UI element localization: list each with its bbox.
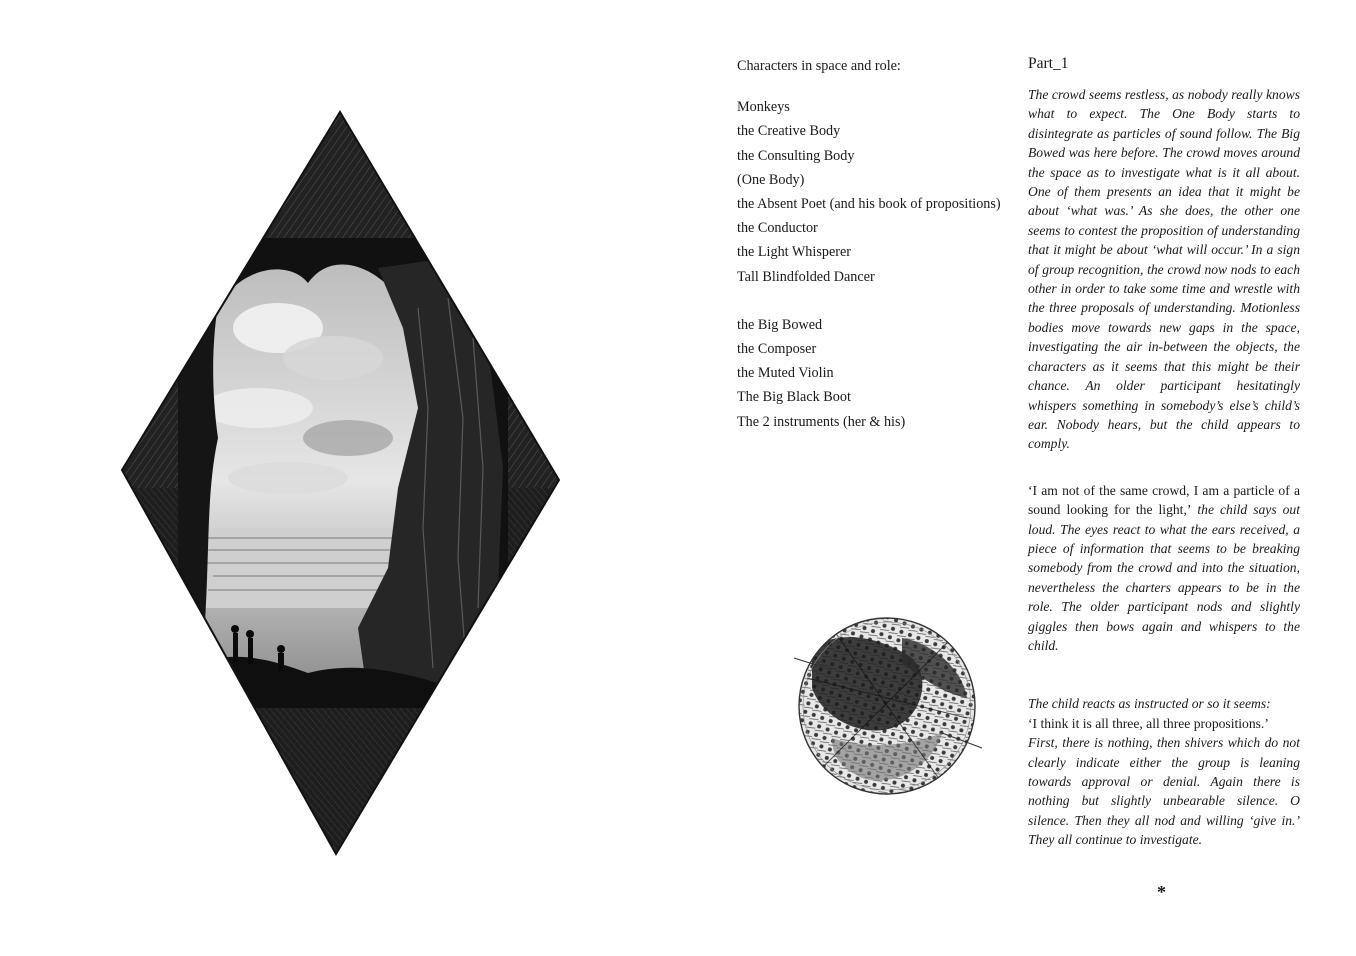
character-item: Monkeys [737,99,790,116]
character-item: the Muted Violin [737,365,834,382]
paragraph-three-intro: The child reacts as instructed or so it seems: [1028,696,1271,712]
character-item: the Conductor [737,220,818,237]
section-end-mark: * [1157,882,1166,902]
characters-group-one [737,95,1017,289]
character-item: the Light Whisperer [737,244,851,261]
character-item: The Big Black Boot [737,389,851,406]
diamond-cave-engraving-icon [118,108,563,858]
paragraph-two-quote: ‘I am not of the same crowd, I am a particle of a sound looking for the light,’ [1028,482,1300,518]
moon-map-engraving-icon [792,608,984,804]
character-item: (One Body) [737,171,805,188]
character-item: The 2 instruments (her & his) [737,413,906,430]
character-item: the Absent Poet (and his book of propositions) [737,196,1001,213]
paragraph-one: The crowd seems restless, as nobody really knows what to expect. The One Body starts to disintegrate as particles of sound follow. The Big Bowed was here before. The crowd moves around the space as to investigate what is it all about. One of them presents an idea that it might be about ‘what was.’ As she does, the other one seems to contest the proposition of understanding that it might be about ‘what will occur.’ In a sign of group recognition, the crowd now nods to each other in order to take some time and wrestle with the three proposals of understanding. Motionless bodies move towards new gaps in the space, investigating the air in-between the objects, the characters as it seems that this might be their chance. An older participant hesitatingly whispers something in somebody’s else’s child’s ear. Nobody hears, but the child appears to comply. [1028,87,1300,452]
characters-group-two [737,313,1017,434]
character-item: the Composer [737,341,817,358]
characters-list [737,54,1017,434]
part-text-column [1028,54,1300,850]
character-item: the Consulting Body [737,147,855,164]
paragraph-three-rest: First, there is nothing, then shivers which do not clearly indicate either the group is leaning towards approval or denial. Again there is nothing but slightly unbearable silence. O silence. Then they all nod and willing ‘give in.’ They all continue to investigate. [1028,735,1300,848]
paragraph-three [1028,694,1300,849]
character-item: the Big Bowed [737,316,823,333]
paragraph-three-quote: ‘I think it is all three, all three propositions.’ [1028,715,1269,731]
character-item: the Creative Body [737,123,841,140]
part-title: Part_1 [1028,55,1069,72]
paragraph-two-rest: the child says out loud. The eyes react to what the ears received, a piece of information that seems to be breaking somebody from the crowd and into the situation, nevertheless the charters appears to be in the role. The older participant nods and slightly giggles then bows again and whispers to the child. [1028,502,1300,653]
character-item: Tall Blindfolded Dancer [737,268,875,285]
paragraph-two [1028,481,1300,656]
characters-heading: Characters in space and role: [737,58,901,74]
